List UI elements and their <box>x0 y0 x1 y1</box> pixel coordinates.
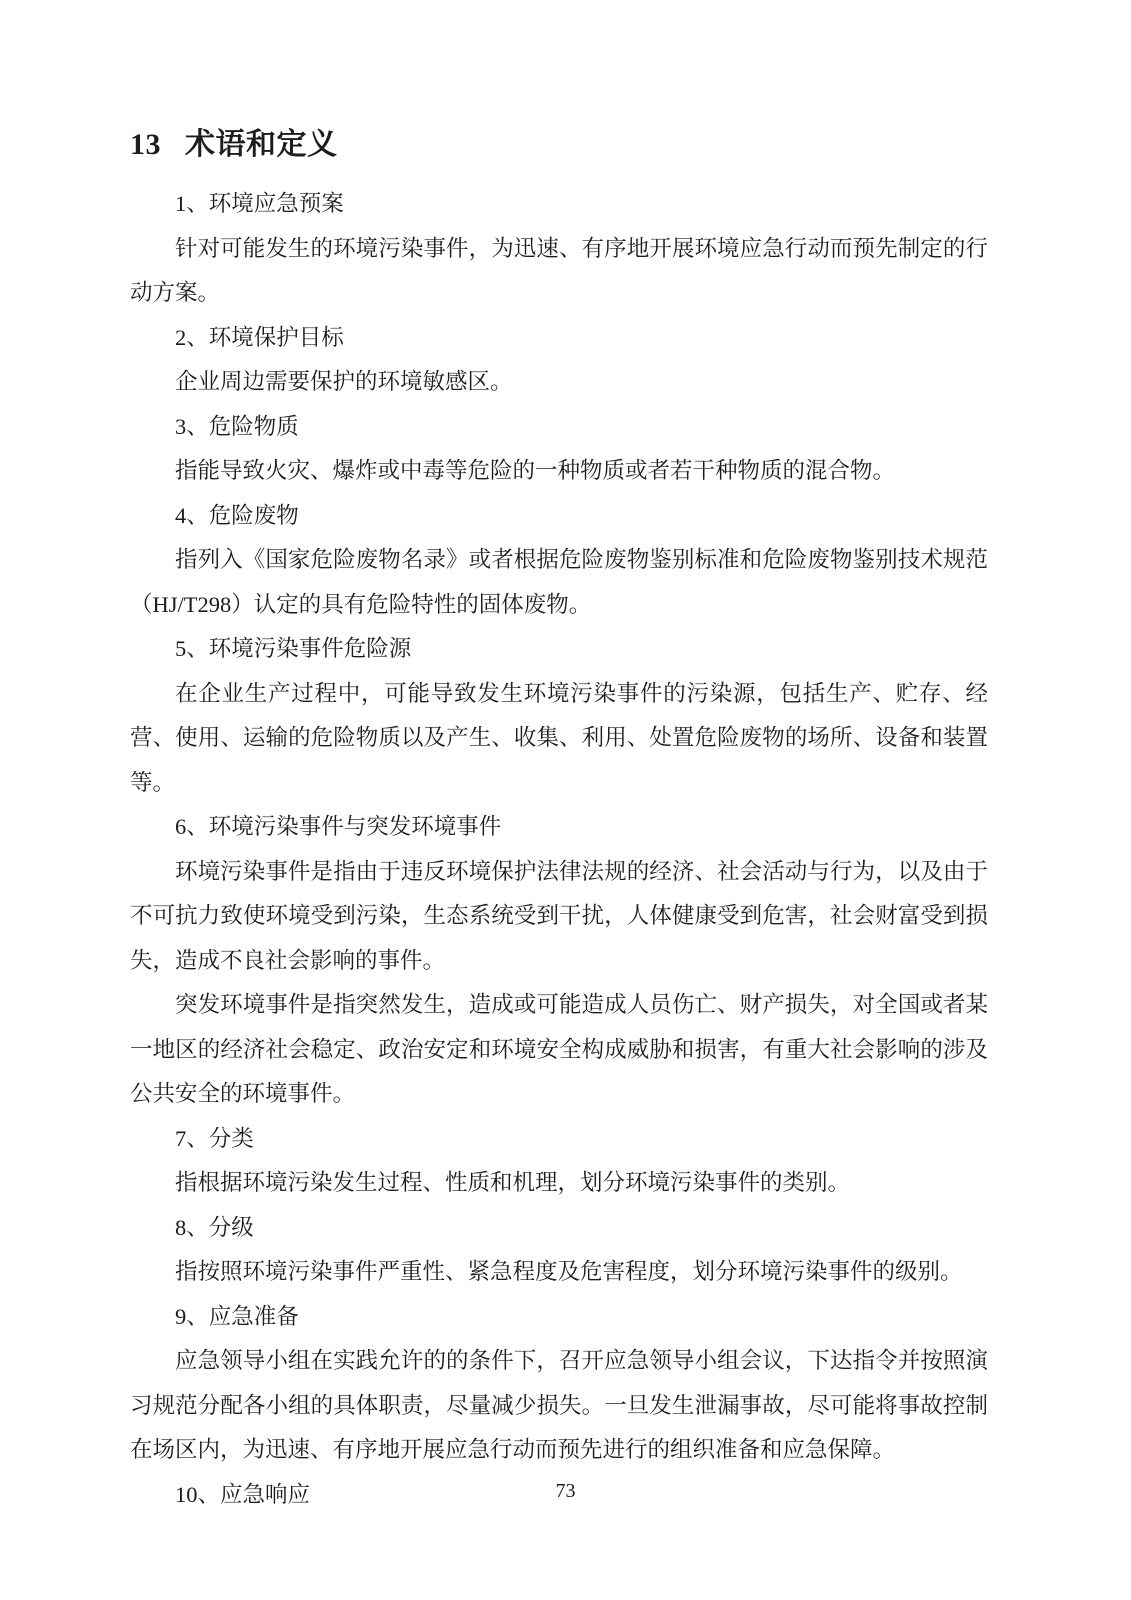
term-heading: 1、环境应急预案 <box>175 191 344 216</box>
definition-paragraph: 指按照环境污染事件严重性、紧急程度及危害程度，划分环境污染事件的级别。 <box>175 1259 963 1284</box>
definitions-list <box>130 182 988 1517</box>
term-heading: 8、分级 <box>175 1214 254 1240</box>
section-heading-number: 13 <box>130 128 161 161</box>
definition-paragraph: 应急领导小组在实践允许的的条件下，召开应急领导小组会议，下达指令并按照演习规范分配各小组的具体职责，尽量减少损失。一旦发生泄漏事故，尽可能将事故控制在场区内，为迅速、有序地开展应急行动而预先进行的组织准备和应急保障。 <box>130 1348 988 1462</box>
term-block <box>130 1295 988 1473</box>
page-content <box>130 126 988 1517</box>
term-heading: 6、环境污染事件与突发环境事件 <box>175 814 502 839</box>
term-block <box>130 805 988 1117</box>
page-number: 73 <box>555 1480 576 1502</box>
section-heading <box>130 126 988 164</box>
term-block <box>130 182 988 316</box>
term-block <box>130 1206 988 1295</box>
term-heading: 10、应急响应 <box>175 1481 311 1507</box>
term-block <box>130 494 988 628</box>
definition-paragraph: 针对可能发生的环境污染事件，为迅速、有序地开展环境应急行动而预先制定的行动方案。 <box>130 235 988 305</box>
definition-paragraph: 指列入《国家危险废物名录》或者根据危险废物鉴别标准和危险废物鉴别技术规范（HJ/T298）认定的具有危险特性的固体废物。 <box>130 547 988 617</box>
definition-paragraph: 企业周边需要保护的环境敏感区。 <box>175 369 513 394</box>
term-heading: 9、应急准备 <box>175 1303 299 1329</box>
term-heading: 3、危险物质 <box>175 413 299 439</box>
term-block <box>130 316 988 405</box>
term-heading: 7、分类 <box>175 1125 254 1151</box>
term-block <box>130 1117 988 1206</box>
definition-paragraph: 环境污染事件是指由于违反环境保护法律法规的经济、社会活动与行为，以及由于不可抗力致使环境受到污染，生态系统受到干扰，人体健康受到危害，社会财富受到损失，造成不良社会影响的事件。 <box>130 858 988 973</box>
term-heading: 5、环境污染事件危险源 <box>175 636 412 661</box>
definition-paragraph: 指根据环境污染发生过程、性质和机理，划分环境污染事件的类别。 <box>175 1170 851 1195</box>
term-heading: 4、危险废物 <box>175 502 299 528</box>
term-block <box>130 405 988 494</box>
definition-paragraph: 突发环境事件是指突然发生，造成或可能造成人员伤亡、财产损失，对全国或者某一地区的经济社会稳定、政治安定和环境安全构成威胁和损害，有重大社会影响的涉及公共安全的环境事件。 <box>130 992 988 1106</box>
term-heading: 2、环境保护目标 <box>175 324 344 350</box>
term-block <box>130 627 988 805</box>
section-heading-title: 术语和定义 <box>185 128 338 161</box>
definition-paragraph: 指能导致火灾、爆炸或中毒等危险的一种物质或者若干种物质的混合物。 <box>175 458 896 483</box>
definition-paragraph: 在企业生产过程中，可能导致发生环境污染事件的污染源，包括生产、贮存、经营、使用、运输的危险物质以及产生、收集、利用、处置危险废物的场所、设备和装置等。 <box>130 680 988 795</box>
